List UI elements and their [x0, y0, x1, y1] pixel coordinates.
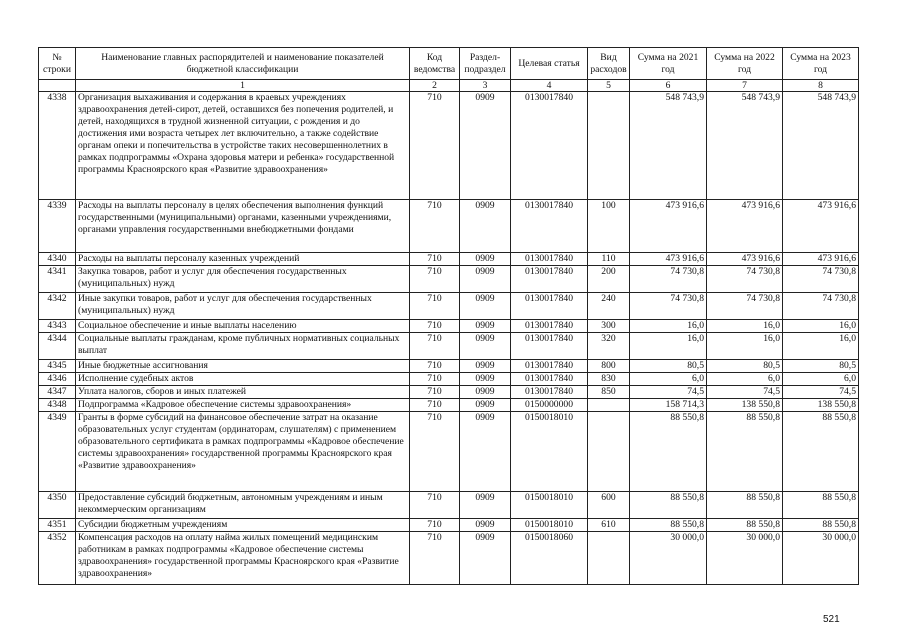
row-sum-2022: 473 916,6 — [707, 253, 783, 266]
row-sum-2023: 80,5 — [783, 360, 859, 373]
row-sum-2023: 30 000,0 — [783, 532, 859, 585]
row-sum-2022: 6,0 — [707, 373, 783, 386]
row-sum-2021: 74,5 — [630, 386, 707, 399]
row-department-code: 710 — [410, 386, 460, 399]
column-number: 7 — [707, 80, 783, 92]
row-department-code: 710 — [410, 373, 460, 386]
row-expense-kind: 800 — [588, 360, 630, 373]
row-expense-kind: 100 — [588, 200, 630, 253]
row-number: 4346 — [39, 373, 76, 386]
row-section: 0909 — [460, 320, 511, 333]
row-sum-2023: 473 916,6 — [783, 253, 859, 266]
row-sum-2021: 88 550,8 — [630, 412, 707, 492]
column-number: 6 — [630, 80, 707, 92]
row-number: 4349 — [39, 412, 76, 492]
row-sum-2022: 473 916,6 — [707, 200, 783, 253]
row-name: Иные закупки товаров, работ и услуг для обеспечения государственных (муниципальных) нужд — [76, 293, 410, 320]
row-sum-2022: 88 550,8 — [707, 412, 783, 492]
row-expense-kind: 240 — [588, 293, 630, 320]
row-department-code: 710 — [410, 200, 460, 253]
row-section: 0909 — [460, 373, 511, 386]
row-expense-kind: 300 — [588, 320, 630, 333]
row-number: 4342 — [39, 293, 76, 320]
table-row — [39, 360, 859, 373]
table-row — [39, 373, 859, 386]
row-sum-2023: 74 730,8 — [783, 293, 859, 320]
row-sum-2021: 30 000,0 — [630, 532, 707, 585]
row-number: 4339 — [39, 200, 76, 253]
row-sum-2023: 88 550,8 — [783, 519, 859, 532]
row-section: 0909 — [460, 412, 511, 492]
table-row — [39, 92, 859, 200]
row-section: 0909 — [460, 492, 511, 519]
column-number: 8 — [783, 80, 859, 92]
row-target-item: 0130017840 — [511, 92, 588, 200]
row-target-item: 0130017840 — [511, 293, 588, 320]
row-department-code: 710 — [410, 532, 460, 585]
row-section: 0909 — [460, 266, 511, 293]
row-department-code: 710 — [410, 399, 460, 412]
header-row-number: № строки — [39, 48, 76, 80]
row-sum-2023: 88 550,8 — [783, 412, 859, 492]
row-expense-kind — [588, 532, 630, 585]
table-row — [39, 333, 859, 360]
column-number: 4 — [511, 80, 588, 92]
row-number: 4343 — [39, 320, 76, 333]
header-sum-2022: Сумма на 2022 год — [707, 48, 783, 80]
row-sum-2022: 88 550,8 — [707, 519, 783, 532]
row-sum-2021: 473 916,6 — [630, 253, 707, 266]
row-section: 0909 — [460, 519, 511, 532]
row-sum-2021: 88 550,8 — [630, 492, 707, 519]
row-department-code: 710 — [410, 92, 460, 200]
table-row — [39, 293, 859, 320]
row-expense-kind: 850 — [588, 386, 630, 399]
row-target-item: 0130017840 — [511, 360, 588, 373]
table-row — [39, 412, 859, 492]
row-department-code: 710 — [410, 492, 460, 519]
column-number: 3 — [460, 80, 511, 92]
row-sum-2022: 138 550,8 — [707, 399, 783, 412]
row-sum-2023: 138 550,8 — [783, 399, 859, 412]
row-section: 0909 — [460, 532, 511, 585]
column-number: 2 — [410, 80, 460, 92]
row-number: 4341 — [39, 266, 76, 293]
row-sum-2021: 88 550,8 — [630, 519, 707, 532]
header-sum-2023: Сумма на 2023 год — [783, 48, 859, 80]
row-number: 4352 — [39, 532, 76, 585]
row-section: 0909 — [460, 399, 511, 412]
row-section: 0909 — [460, 386, 511, 399]
table-row — [39, 200, 859, 253]
row-number: 4347 — [39, 386, 76, 399]
row-sum-2021: 16,0 — [630, 320, 707, 333]
row-sum-2023: 88 550,8 — [783, 492, 859, 519]
row-section: 0909 — [460, 360, 511, 373]
row-section: 0909 — [460, 92, 511, 200]
row-sum-2023: 74,5 — [783, 386, 859, 399]
row-sum-2022: 548 743,9 — [707, 92, 783, 200]
row-name: Предоставление субсидий бюджетным, автономным учреждениям и иным некоммерческим организациям — [76, 492, 410, 519]
row-expense-kind — [588, 399, 630, 412]
table-row — [39, 253, 859, 266]
row-sum-2023: 16,0 — [783, 320, 859, 333]
table-row — [39, 532, 859, 585]
row-name: Иные бюджетные ассигнования — [76, 360, 410, 373]
row-number: 4340 — [39, 253, 76, 266]
row-sum-2022: 80,5 — [707, 360, 783, 373]
row-sum-2023: 74 730,8 — [783, 266, 859, 293]
row-target-item: 0150018010 — [511, 412, 588, 492]
row-target-item: 0130017840 — [511, 200, 588, 253]
row-name: Гранты в форме субсидий на финансовое обеспечение затрат на оказание образовательных услуг студентам (ординаторам, слушателям) с применением образовательного сертификата в рамках подпрограммы «Кадровое обеспечение системы здравоохранения» государственной программы Красноярского края «Развитие здравоохранения» — [76, 412, 410, 492]
row-sum-2021: 158 714,3 — [630, 399, 707, 412]
column-number: 1 — [76, 80, 410, 92]
row-section: 0909 — [460, 200, 511, 253]
table-row — [39, 492, 859, 519]
budget-table — [38, 47, 859, 585]
row-sum-2022: 16,0 — [707, 320, 783, 333]
row-sum-2021: 80,5 — [630, 360, 707, 373]
row-sum-2021: 74 730,8 — [630, 293, 707, 320]
header-department-code: Код ведомства — [410, 48, 460, 80]
row-name: Компенсация расходов на оплату найма жилых помещений медицинским работникам в рамках подпрограммы «Кадровое обеспечение системы здравоохранения» государственной программы Красноярского края «Развитие здравоохранения» — [76, 532, 410, 585]
row-name: Исполнение судебных актов — [76, 373, 410, 386]
row-number: 4345 — [39, 360, 76, 373]
row-department-code: 710 — [410, 360, 460, 373]
row-sum-2022: 30 000,0 — [707, 532, 783, 585]
table-row — [39, 519, 859, 532]
row-sum-2022: 74 730,8 — [707, 266, 783, 293]
row-expense-kind — [588, 412, 630, 492]
row-number: 4350 — [39, 492, 76, 519]
row-name: Подпрограмма «Кадровое обеспечение системы здравоохранения» — [76, 399, 410, 412]
row-target-item: 0130017840 — [511, 266, 588, 293]
column-number: 5 — [588, 80, 630, 92]
row-expense-kind: 600 — [588, 492, 630, 519]
table-header — [39, 48, 859, 92]
row-target-item: 0150018010 — [511, 519, 588, 532]
row-sum-2023: 473 916,6 — [783, 200, 859, 253]
row-number: 4344 — [39, 333, 76, 360]
row-sum-2021: 74 730,8 — [630, 266, 707, 293]
row-sum-2022: 16,0 — [707, 333, 783, 360]
row-name: Расходы на выплаты персоналу в целях обеспечения выполнения функций государственными (муниципальными) органами, казенными учреждениями, органами управления государственными внебюджетными фондами — [76, 200, 410, 253]
row-expense-kind: 200 — [588, 266, 630, 293]
row-target-item: 0150000000 — [511, 399, 588, 412]
row-sum-2023: 16,0 — [783, 333, 859, 360]
row-target-item: 0150018010 — [511, 492, 588, 519]
row-department-code: 710 — [410, 412, 460, 492]
row-expense-kind: 320 — [588, 333, 630, 360]
row-section: 0909 — [460, 253, 511, 266]
table-body — [39, 92, 859, 585]
row-department-code: 710 — [410, 519, 460, 532]
row-number: 4338 — [39, 92, 76, 200]
row-sum-2022: 74,5 — [707, 386, 783, 399]
row-name: Расходы на выплаты персоналу казенных учреждений — [76, 253, 410, 266]
page-number: 521 — [823, 614, 840, 625]
row-number: 4351 — [39, 519, 76, 532]
row-target-item: 0130017840 — [511, 333, 588, 360]
row-name: Социальные выплаты гражданам, кроме публичных нормативных социальных выплат — [76, 333, 410, 360]
row-name: Субсидии бюджетным учреждениям — [76, 519, 410, 532]
row-sum-2021: 548 743,9 — [630, 92, 707, 200]
row-name: Закупка товаров, работ и услуг для обеспечения государственных (муниципальных) нужд — [76, 266, 410, 293]
row-department-code: 710 — [410, 333, 460, 360]
table-row — [39, 266, 859, 293]
header-target-item: Целевая статья — [511, 48, 588, 80]
row-sum-2023: 6,0 — [783, 373, 859, 386]
row-expense-kind: 110 — [588, 253, 630, 266]
row-name: Уплата налогов, сборов и иных платежей — [76, 386, 410, 399]
row-department-code: 710 — [410, 320, 460, 333]
row-name: Организация выхаживания и содержания в краевых учреждениях здравоохранения детей-сирот, детей, оставшихся без попечения родителей, и детей, находящихся в трудной жизненной ситуации, с рождения и до достижения ими возраста четырех лет включительно, а также содействие органам опеки и попечительства в устройстве таких несовершеннолетних в рамках подпрограммы «Охрана здоровья матери и ребенка» государственной программы Красноярского края «Развитие здравоохранения» — [76, 92, 410, 200]
row-sum-2021: 473 916,6 — [630, 200, 707, 253]
table-row — [39, 399, 859, 412]
header-section: Раздел-подраздел — [460, 48, 511, 80]
row-section: 0909 — [460, 333, 511, 360]
row-target-item: 0130017840 — [511, 253, 588, 266]
row-department-code: 710 — [410, 293, 460, 320]
header-expense-kind: Вид расходов — [588, 48, 630, 80]
row-name: Социальное обеспечение и иные выплаты населению — [76, 320, 410, 333]
row-target-item: 0150018060 — [511, 532, 588, 585]
row-target-item: 0130017840 — [511, 320, 588, 333]
header-name: Наименование главных распорядителей и наименование показателей бюджетной классификации — [76, 48, 410, 80]
column-number-spacer — [39, 80, 76, 92]
row-expense-kind: 610 — [588, 519, 630, 532]
row-sum-2021: 6,0 — [630, 373, 707, 386]
row-section: 0909 — [460, 293, 511, 320]
table-row — [39, 386, 859, 399]
table-row — [39, 320, 859, 333]
header-sum-2021: Сумма на 2021 год — [630, 48, 707, 80]
row-expense-kind — [588, 92, 630, 200]
row-department-code: 710 — [410, 266, 460, 293]
row-sum-2021: 16,0 — [630, 333, 707, 360]
row-sum-2022: 74 730,8 — [707, 293, 783, 320]
row-number: 4348 — [39, 399, 76, 412]
row-target-item: 0130017840 — [511, 373, 588, 386]
row-target-item: 0130017840 — [511, 386, 588, 399]
row-sum-2023: 548 743,9 — [783, 92, 859, 200]
row-department-code: 710 — [410, 253, 460, 266]
row-expense-kind: 830 — [588, 373, 630, 386]
row-sum-2022: 88 550,8 — [707, 492, 783, 519]
